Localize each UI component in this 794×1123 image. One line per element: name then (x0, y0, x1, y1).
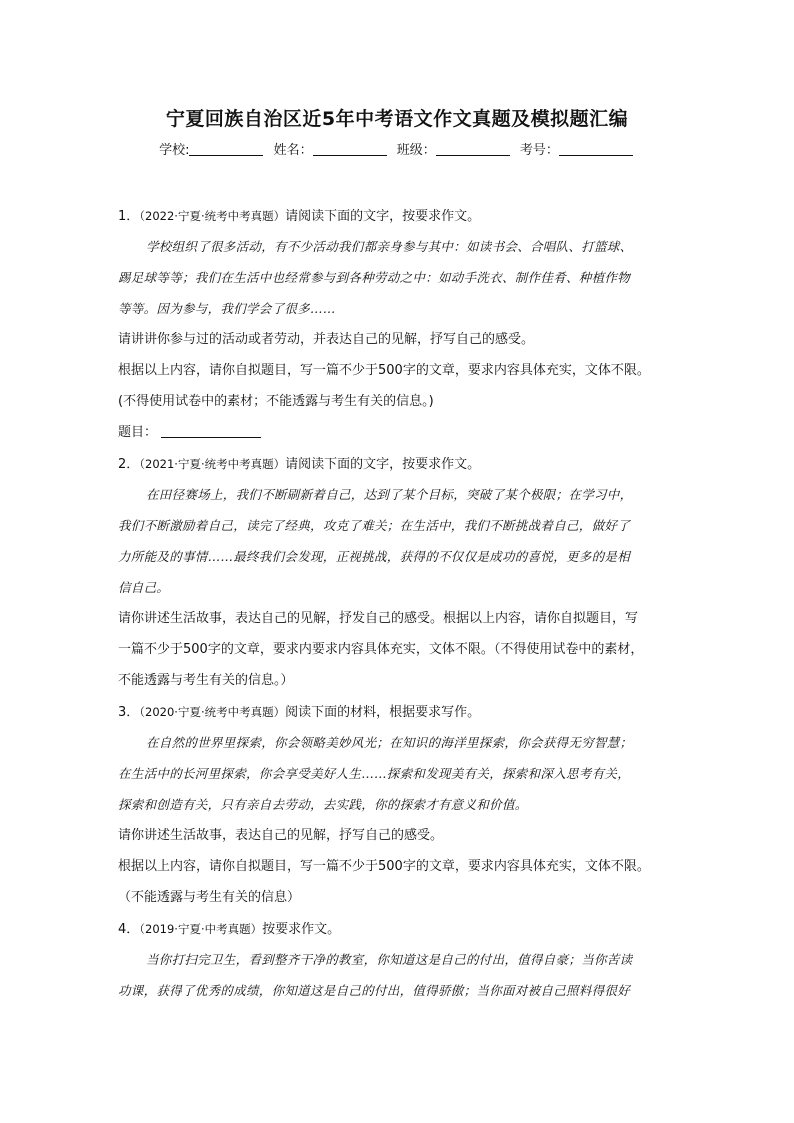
prompt-passage-line: 在田径赛场上，我们不断刷新着自己，达到了某个目标，突破了某个极限；在学习中， (146, 487, 633, 502)
name-field[interactable] (313, 141, 387, 156)
school-label: 学校: (159, 143, 190, 158)
requirement-line: 根据以上内容，请你自拟题目，写一篇不少于500字的文章，要求内容具体充实，文体不限。 (118, 859, 650, 874)
questions-content (118, 205, 684, 1011)
name-label: 姓名： (273, 143, 313, 158)
requirement-line: 请你讲述生活故事，表达自己的见解，抒写自己的感受。 (118, 828, 444, 843)
requirement-line: （不能透露与考生有关的信息） (118, 890, 301, 905)
class-label: 班级： (396, 143, 436, 158)
prompt-passage-line: 探索和创造有关，只有亲自去劳动，去实践，你的探索才有意义和价值。 (118, 797, 528, 812)
essay-title-field[interactable] (161, 423, 261, 438)
question-instruction: 请阅读下面的文字，按要求作文。 (285, 457, 481, 472)
question-source: （2021·宁夏·统考中考真题） (139, 457, 286, 471)
requirement-line: 请你讲述生活故事，表达自己的见解，抒发自己的感受。根据以上内容，请你自拟题目，写 (118, 611, 639, 626)
question-number: 1． (118, 209, 140, 224)
requirement-line: 根据以上内容，请你自拟题目，写一篇不少于500字的文章，要求内容具体充实，文体不限。 (118, 363, 650, 378)
prompt-passage-line: 在生活中的长河里探索，你会享受美好人生……探索和发现美有关，探索和深入思考有关， (118, 766, 631, 781)
prompt-passage-line: 我们不断激励着自己，读完了经典，攻克了难关；在生活中，我们不断挑战着自己，做好了 (118, 518, 631, 533)
document-title: 宁夏回族自治区近5年中考语文作文真题及模拟题汇编 (165, 108, 629, 130)
question-instruction: 按要求作文。 (262, 922, 341, 937)
exam-number-label: 考号： (519, 143, 559, 158)
requirement-line: (不得使用试卷中的素材；不能透露与考生有关的信息。) (118, 394, 434, 409)
question-number: 4． (118, 922, 140, 937)
prompt-passage-line: 等等。因为参与，我们学会了很多…… (118, 301, 336, 316)
prompt-passage-line: 力所能及的事情……最终我们会发现，正视挑战，获得的不仅仅是成功的喜悦，更多的是相 (118, 549, 631, 564)
question-header (118, 701, 684, 732)
question-number: 2． (118, 457, 140, 472)
requirement-line: 一篇不少于500字的文章，要求内要求内容具体充实，文体不限。（不得使用试卷中的素材， (118, 642, 644, 657)
school-field[interactable] (189, 141, 263, 156)
prompt-passage-line: 功课，获得了优秀的成绩，你知道这是自己的付出，值得骄傲；当你面对被自己照料得很好 (118, 983, 631, 998)
question-source: （2020·宁夏·统考中考真题） (139, 705, 286, 719)
prompt-passage-line: 踢足球等等；我们在生活中也经常参与到各种劳动之中：如动手洗衣、制作佳肴、种植作物 (118, 270, 631, 285)
question-source: （2019·宁夏·中考真题） (139, 922, 263, 936)
question-header (118, 918, 684, 949)
prompt-passage-line: 学校组织了很多活动，有不少活动我们都亲身参与其中：如读书会、合唱队、打篮球、 (146, 239, 633, 254)
question-header (118, 453, 684, 484)
question-source: （2022·宁夏·统考中考真题） (139, 209, 286, 223)
requirement-line: 请讲讲你参与过的活动或者劳动，并表达自己的见解，抒写自己的感受。 (118, 332, 535, 347)
exam-number-field[interactable] (559, 141, 633, 156)
prompt-passage-line: 当你打扫完卫生，看到整齐干净的教室，你知道这是自己的付出，值得自豪；当你苦读 (146, 952, 633, 967)
class-field[interactable] (436, 141, 510, 156)
question-number: 3． (118, 705, 140, 720)
student-info-row (0, 139, 794, 158)
question-header (118, 205, 684, 236)
essay-title-line (118, 422, 684, 453)
question-instruction: 请阅读下面的文字，按要求作文。 (285, 209, 481, 224)
essay-title-label: 题目： (118, 425, 158, 440)
question-instruction: 阅读下面的材料，根据要求写作。 (285, 705, 481, 720)
prompt-passage-line: 在自然的世界里探索，你会领略美妙风光；在知识的海洋里探索，你会获得无穷智慧； (146, 735, 633, 750)
prompt-passage-line: 信自己。 (118, 580, 170, 595)
requirement-line: 不能透露与考生有关的信息。） (118, 673, 294, 688)
